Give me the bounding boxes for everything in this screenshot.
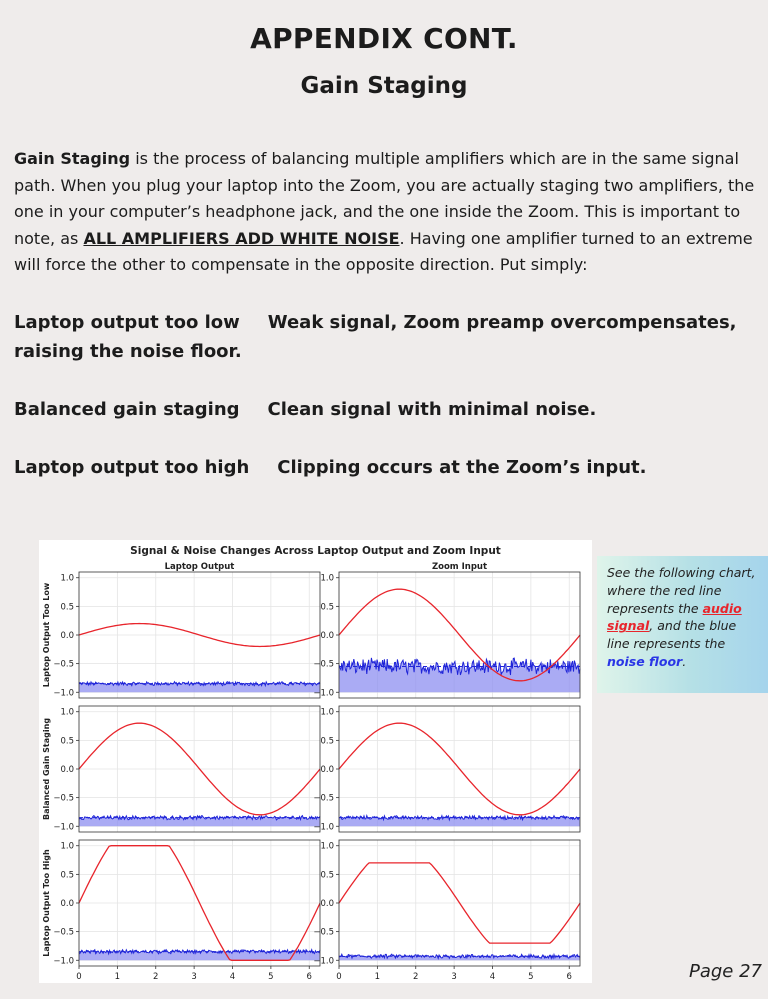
page-number: Page 27	[688, 961, 762, 982]
x-tick-label: 3	[451, 972, 457, 982]
chart-svg	[39, 540, 592, 983]
x-tick-label: 1	[114, 972, 121, 982]
intro-term: Gain Staging	[14, 149, 131, 168]
note-text-1: See the following chart, where the red line represents the	[607, 565, 756, 616]
y-tick-label: 0.0	[60, 899, 74, 909]
y-tick-label: −1.0	[313, 822, 334, 833]
y-tick-label: 0.5	[320, 736, 334, 747]
scenario-too-high	[14, 453, 756, 482]
signal-noise-chart	[39, 540, 592, 983]
page-title: APPENDIX CONT.	[250, 22, 518, 55]
y-tick-label: −1.0	[53, 688, 74, 699]
y-tick-label: −0.5	[313, 927, 334, 938]
x-tick-label: 4	[229, 972, 236, 982]
intro-paragraph	[14, 146, 756, 279]
y-tick-label: 1.0	[60, 841, 74, 852]
column-title: Zoom Input	[431, 562, 488, 572]
y-tick-label: 0.0	[320, 631, 334, 641]
scenario-result: Clean signal with minimal noise.	[267, 399, 597, 420]
y-tick-label: 1.0	[320, 841, 334, 852]
column-title: Laptop Output	[164, 562, 235, 572]
note-audio-signal: audio signal	[607, 600, 742, 634]
intro-emphasis: ALL AMPLIFIERS ADD WHITE NOISE	[83, 228, 400, 248]
y-tick-label: 0.0	[60, 631, 74, 641]
scenario-condition: Laptop output too high	[14, 457, 250, 478]
section-title: Gain Staging	[300, 73, 468, 99]
scenario-result: Weak signal, Zoom preamp overcompensates, raising the noise floor.	[14, 312, 737, 362]
scenario-condition: Laptop output too low	[14, 312, 240, 333]
y-tick-label: −1.0	[53, 822, 74, 833]
scenario-balanced	[14, 395, 756, 424]
y-tick-label: 0.5	[60, 736, 74, 747]
row-label: Balanced Gain Staging	[42, 717, 51, 821]
y-tick-label: 1.0	[60, 707, 74, 718]
row-label: Laptop Output Too High	[42, 849, 51, 957]
x-tick-label: 2	[413, 972, 419, 982]
y-tick-label: 1.0	[320, 573, 334, 584]
scenario-too-low	[14, 308, 756, 366]
row-label: Laptop Output Too Low	[42, 582, 51, 688]
y-tick-label: −0.5	[53, 659, 74, 670]
y-tick-label: −1.0	[53, 956, 74, 967]
chart-note	[597, 556, 768, 693]
y-tick-label: 0.0	[320, 899, 334, 909]
intro-text-2: . Having one amplifier turned to an extreme will force the other to compensate in the opposite direction. Put simply:	[14, 228, 753, 274]
y-tick-label: −0.5	[313, 659, 334, 670]
y-tick-label: 0.5	[60, 870, 74, 881]
chart-title: Signal & Noise Changes Across Laptop Output and Zoom Input	[130, 545, 501, 557]
y-tick-label: 1.0	[320, 707, 334, 718]
x-tick-label: 6	[566, 972, 572, 982]
x-tick-label: 2	[153, 972, 159, 982]
y-tick-label: −1.0	[313, 956, 334, 967]
y-tick-label: 0.0	[320, 765, 334, 775]
intro-text-1: is the process of balancing multiple amplifiers which are in the same signal path. When you plug your laptop into the Zoom, you are actually staging two amplifiers, the one in your computer’s headphone jack, and the one inside the Zoom. This is important to note, as	[14, 149, 755, 248]
x-tick-label: 0	[76, 972, 82, 982]
x-tick-label: 6	[306, 972, 312, 982]
x-tick-label: 0	[336, 972, 342, 982]
y-tick-label: −0.5	[53, 927, 74, 938]
note-text-2: , and the blue line represents the	[607, 618, 737, 652]
x-tick-label: 1	[374, 972, 381, 982]
x-tick-label: 5	[268, 972, 274, 982]
y-tick-label: −0.5	[313, 793, 334, 804]
scenario-result: Clipping occurs at the Zoom’s input.	[277, 457, 647, 478]
x-tick-label: 5	[528, 972, 534, 982]
x-tick-label: 3	[191, 972, 197, 982]
scenario-condition: Balanced gain staging	[14, 399, 240, 420]
y-tick-label: 0.5	[320, 602, 334, 613]
y-tick-label: −0.5	[53, 793, 74, 804]
note-noise-floor: noise floor	[607, 653, 683, 669]
y-tick-label: 0.0	[60, 765, 74, 775]
y-tick-label: 0.5	[320, 870, 334, 881]
note-text-3: .	[682, 653, 687, 669]
y-tick-label: 0.5	[60, 602, 74, 613]
y-tick-label: −1.0	[313, 688, 334, 699]
y-tick-label: 1.0	[60, 573, 74, 584]
x-tick-label: 4	[489, 972, 496, 982]
